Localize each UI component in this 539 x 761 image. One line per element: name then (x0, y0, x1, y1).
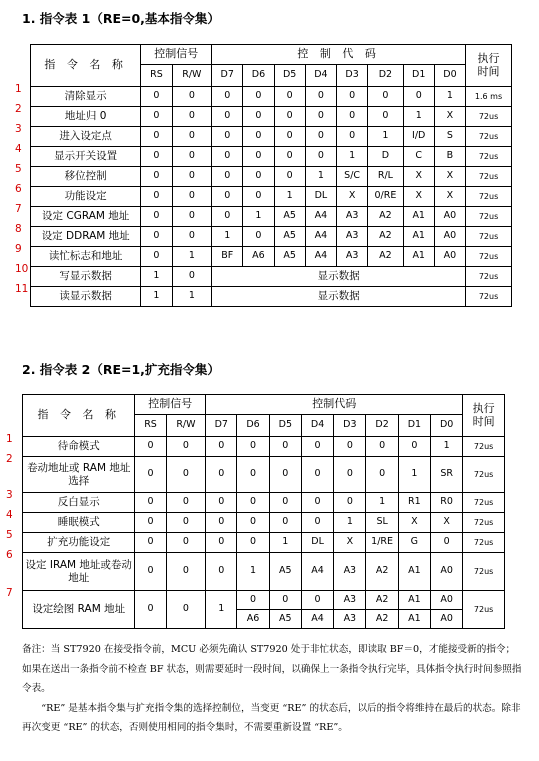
table-row (23, 591, 505, 610)
bit-d0: A0 (434, 227, 465, 247)
bit-d7: 0 (206, 437, 237, 457)
bit-d6: 0 (243, 87, 274, 107)
bit-d3: A3 (337, 207, 368, 227)
table-row (31, 227, 512, 247)
col-d4: D4 (301, 415, 333, 437)
bit-rs: 0 (141, 207, 172, 227)
bit-rs: 0 (135, 591, 166, 629)
col-d4: D4 (305, 65, 336, 87)
exec-time: 72us (463, 437, 505, 457)
bit-d4: 0 (305, 147, 336, 167)
table-row (31, 287, 512, 307)
bit-d1: X (398, 513, 430, 533)
bit-rw: 1 (172, 247, 212, 267)
bit-d3: A3 (334, 610, 366, 629)
bit-rw: 0 (166, 437, 206, 457)
bit-d6: 1 (243, 207, 274, 227)
bit-d0: B (434, 147, 465, 167)
bit-rw: 0 (172, 87, 212, 107)
bit-d1: A1 (403, 207, 434, 227)
bit-d5: 0 (274, 147, 305, 167)
bit-d0: R0 (431, 493, 463, 513)
bit-rw: 0 (172, 167, 212, 187)
bit-d3: A3 (334, 553, 366, 591)
bit-d2: A2 (366, 553, 398, 591)
bit-d5: A5 (269, 610, 301, 629)
instruction-table-basic (30, 44, 512, 307)
col-rw: R/W (172, 65, 212, 87)
bit-d6: 0 (237, 457, 269, 493)
bit-rs: 1 (141, 287, 172, 307)
bit-d6: 0 (243, 167, 274, 187)
bit-rw: 0 (166, 493, 206, 513)
exec-time: 72us (463, 457, 505, 493)
col-d0: D0 (434, 65, 465, 87)
instruction-name: 反白显示 (23, 493, 135, 513)
bit-d0: A0 (434, 207, 465, 227)
header-exec: 执行 时间 (466, 45, 512, 87)
bit-rw: 0 (166, 457, 206, 493)
instruction-name: 设定 DDRAM 地址 (31, 227, 141, 247)
instruction-name: 清除显示 (31, 87, 141, 107)
bit-d0: 1 (431, 437, 463, 457)
table-row (23, 437, 505, 457)
bit-d0: SR (431, 457, 463, 493)
instruction-table-extended (22, 394, 505, 629)
bit-d3: 0 (337, 127, 368, 147)
bit-d3: A3 (334, 591, 366, 610)
bit-d5: A5 (274, 227, 305, 247)
data-span: 显示数据 (212, 267, 466, 287)
instruction-name: 写显示数据 (31, 267, 141, 287)
note-section (22, 640, 522, 738)
exec-time: 72us (466, 207, 512, 227)
bit-d2: 0/RE (368, 187, 403, 207)
table-row (31, 127, 512, 147)
bit-d3: 0 (334, 437, 366, 457)
bit-d5: 0 (269, 457, 301, 493)
row-number: 4 (6, 508, 13, 521)
bit-rw: 0 (172, 147, 212, 167)
instruction-name: 显示开关设置 (31, 147, 141, 167)
bit-rw: 0 (172, 127, 212, 147)
bit-rs: 0 (135, 533, 166, 553)
exec-time: 72us (466, 287, 512, 307)
bit-d7: 0 (206, 533, 237, 553)
bit-d4: 0 (305, 127, 336, 147)
bit-d7: 1 (212, 227, 243, 247)
bit-d6: 0 (237, 437, 269, 457)
bit-d2: 0 (366, 437, 398, 457)
exec-time: 72us (463, 553, 505, 591)
row-number: 1 (6, 432, 13, 445)
row-number: 5 (6, 528, 13, 541)
bit-d7: 0 (206, 553, 237, 591)
bit-d4: DL (305, 187, 336, 207)
exec-time: 72us (463, 493, 505, 513)
bit-d3: 0 (337, 87, 368, 107)
table-row (23, 553, 505, 591)
bit-d5: 0 (274, 107, 305, 127)
bit-rw: 0 (166, 591, 206, 629)
col-d6: D6 (237, 415, 269, 437)
bit-d2: R/L (368, 167, 403, 187)
bit-rw: 0 (172, 187, 212, 207)
bit-d3: A3 (337, 247, 368, 267)
bit-d0: X (434, 167, 465, 187)
bit-d5: A5 (274, 247, 305, 267)
header-exec: 执行 时间 (463, 395, 505, 437)
bit-d3: 0 (337, 107, 368, 127)
instruction-name: 移位控制 (31, 167, 141, 187)
bit-rw: 0 (166, 513, 206, 533)
row-number: 11 (15, 282, 29, 295)
bit-d2: A2 (368, 247, 403, 267)
col-d5: D5 (274, 65, 305, 87)
bit-d7: 0 (206, 493, 237, 513)
bit-d7: 0 (212, 127, 243, 147)
instruction-name: 读显示数据 (31, 287, 141, 307)
exec-time: 72us (466, 267, 512, 287)
row-number: 6 (6, 548, 13, 561)
bit-d7: 0 (212, 187, 243, 207)
data-span: 显示数据 (212, 287, 466, 307)
table-row (31, 167, 512, 187)
bit-rw: 0 (172, 227, 212, 247)
bit-d3: 0 (334, 457, 366, 493)
note-paragraph-2: “RE” 是基本指令集与扩充指令集的选择控制位，当变更 “RE” 的状态后，以后的指令将维持在最后的状态。除非再次变更 “RE” 的状态，否则使用相同的指令集时，不需要重新设置 “RE”。 (22, 702, 521, 733)
row-number: 5 (15, 162, 22, 175)
bit-d5: A5 (269, 553, 301, 591)
table-row (23, 493, 505, 513)
bit-d2: 0 (368, 107, 403, 127)
bit-d1: A1 (398, 591, 430, 610)
bit-d3: 0 (334, 493, 366, 513)
bit-d3: X (334, 533, 366, 553)
bit-d5: 0 (269, 493, 301, 513)
bit-rs: 0 (135, 493, 166, 513)
exec-time: 72us (463, 533, 505, 553)
instruction-name: 进入设定点 (31, 127, 141, 147)
bit-d6: 0 (237, 493, 269, 513)
bit-d7: 0 (212, 87, 243, 107)
bit-d6: A6 (243, 247, 274, 267)
col-rs: RS (135, 415, 166, 437)
exec-time: 72us (466, 227, 512, 247)
row-number: 3 (15, 122, 22, 135)
bit-d1: 1 (403, 107, 434, 127)
bit-d7: 0 (206, 513, 237, 533)
bit-d7: 0 (212, 167, 243, 187)
bit-d2: 1/RE (366, 533, 398, 553)
col-rw: R/W (166, 415, 206, 437)
bit-d6: 0 (243, 147, 274, 167)
exec-time: 72us (463, 591, 505, 629)
bit-d7: 1 (206, 591, 237, 629)
bit-rs: 0 (141, 147, 172, 167)
instruction-name: 设定绘图 RAM 地址 (23, 591, 135, 629)
bit-d0: 1 (434, 87, 465, 107)
bit-d1: A1 (403, 247, 434, 267)
col-d2: D2 (366, 415, 398, 437)
bit-d2: A2 (366, 591, 398, 610)
bit-d0: X (431, 513, 463, 533)
instruction-name: 设定 IRAM 地址或卷动地址 (23, 553, 135, 591)
bit-d4: 0 (301, 513, 333, 533)
bit-d5: 0 (269, 437, 301, 457)
bit-d7: 0 (212, 147, 243, 167)
exec-time: 72us (466, 147, 512, 167)
col-d7: D7 (212, 65, 243, 87)
row-number: 2 (15, 102, 22, 115)
header-ctrl: 控制信号 (141, 45, 212, 65)
bit-d6: 0 (237, 533, 269, 553)
bit-d1: 1 (398, 457, 430, 493)
col-d3: D3 (334, 415, 366, 437)
bit-d2: D (368, 147, 403, 167)
bit-d5: 0 (269, 513, 301, 533)
table-row (31, 87, 512, 107)
row-number: 7 (6, 586, 13, 599)
bit-d0: X (434, 107, 465, 127)
bit-d2: A2 (368, 207, 403, 227)
bit-rs: 0 (141, 187, 172, 207)
bit-d3: A3 (337, 227, 368, 247)
bit-rs: 0 (141, 107, 172, 127)
bit-d3: S/C (337, 167, 368, 187)
row-number: 4 (15, 142, 22, 155)
bit-rs: 0 (141, 87, 172, 107)
bit-d6: 0 (243, 107, 274, 127)
row-number: 8 (15, 222, 22, 235)
table2-title: 2. 指令表 2（RE=1,扩充指令集） (22, 362, 220, 377)
row-number: 1 (15, 82, 22, 95)
bit-rs: 0 (141, 227, 172, 247)
note-paragraph-1: 备注：当 ST7920 在接受指令前，MCU 必须先确认 ST7920 处于非忙状态，即读取 BF＝0，才能接受新的指令；如果在送出一条指令前不检查 BF 状态，则需要延时一段时间，以确保上一条指令执行完毕，具体指令执行时间参照指令表。 (22, 644, 522, 694)
instruction-name: 读忙标志和地址 (31, 247, 141, 267)
bit-d4: 0 (301, 437, 333, 457)
table-row (31, 187, 512, 207)
bit-rs: 0 (141, 167, 172, 187)
header-name: 指 令 名 称 (31, 45, 141, 87)
col-d0: D0 (431, 415, 463, 437)
instruction-name: 待命模式 (23, 437, 135, 457)
bit-d2: 0 (368, 87, 403, 107)
bit-rs: 0 (135, 553, 166, 591)
bit-rw: 0 (166, 533, 206, 553)
row-number: 10 (15, 262, 29, 275)
exec-time: 72us (466, 187, 512, 207)
table-row (31, 107, 512, 127)
bit-d4: 1 (305, 167, 336, 187)
bit-rw: 0 (166, 553, 206, 591)
row-number: 2 (6, 452, 13, 465)
bit-d0: S (434, 127, 465, 147)
bit-rs: 0 (135, 513, 166, 533)
bit-rw: 0 (172, 267, 212, 287)
bit-d3: 1 (334, 513, 366, 533)
bit-d6: 0 (243, 187, 274, 207)
table-row (31, 147, 512, 167)
bit-d2: 1 (366, 493, 398, 513)
table-row (23, 457, 505, 493)
bit-rs: 0 (135, 457, 166, 493)
bit-d6: 0 (243, 127, 274, 147)
exec-time: 72us (466, 107, 512, 127)
bit-d5: 1 (274, 187, 305, 207)
exec-time: 72us (466, 167, 512, 187)
bit-rs: 0 (141, 127, 172, 147)
bit-d4: A4 (301, 610, 333, 629)
bit-d5: 0 (274, 167, 305, 187)
bit-d2: 1 (368, 127, 403, 147)
bit-d2: 0 (366, 457, 398, 493)
bit-rs: 1 (141, 267, 172, 287)
instruction-name: 功能设定 (31, 187, 141, 207)
bit-d1: A1 (403, 227, 434, 247)
bit-d7: BF (212, 247, 243, 267)
row-number: 9 (15, 242, 22, 255)
bit-d3: 1 (337, 147, 368, 167)
bit-rw: 0 (172, 207, 212, 227)
bit-d2: A2 (368, 227, 403, 247)
instruction-name: 地址归 0 (31, 107, 141, 127)
bit-d0: X (434, 187, 465, 207)
bit-d3: X (337, 187, 368, 207)
header-name: 指 令 名 称 (23, 395, 135, 437)
bit-rw: 1 (172, 287, 212, 307)
bit-d5: 0 (274, 87, 305, 107)
bit-d6: 0 (237, 591, 269, 610)
bit-d7: 0 (212, 107, 243, 127)
row-number: 7 (15, 202, 22, 215)
bit-d4: DL (301, 533, 333, 553)
bit-d1: A1 (398, 553, 430, 591)
bit-d7: 0 (206, 457, 237, 493)
bit-d4: A4 (305, 207, 336, 227)
bit-d4: A4 (301, 553, 333, 591)
table-row (31, 267, 512, 287)
bit-d7: 0 (212, 207, 243, 227)
bit-d5: 1 (269, 533, 301, 553)
bit-d4: 0 (301, 493, 333, 513)
bit-rs: 0 (141, 247, 172, 267)
bit-d4: 0 (301, 591, 333, 610)
col-rs: RS (141, 65, 172, 87)
table1-title: 1. 指令表 1（RE=0,基本指令集） (22, 11, 220, 26)
col-d6: D6 (243, 65, 274, 87)
bit-d5: A5 (274, 207, 305, 227)
col-d5: D5 (269, 415, 301, 437)
bit-d5: 0 (274, 127, 305, 147)
bit-d4: A4 (305, 227, 336, 247)
bit-rs: 0 (135, 437, 166, 457)
bit-d1: 0 (403, 87, 434, 107)
exec-time: 72us (463, 513, 505, 533)
bit-d0: A0 (431, 553, 463, 591)
col-d2: D2 (368, 65, 403, 87)
bit-d0: A0 (431, 610, 463, 629)
row-number: 3 (6, 488, 13, 501)
bit-d0: A0 (434, 247, 465, 267)
bit-d2: A2 (366, 610, 398, 629)
exec-time: 1.6 ms (466, 87, 512, 107)
bit-d0: A0 (431, 591, 463, 610)
bit-d4: 0 (305, 107, 336, 127)
bit-d1: X (403, 167, 434, 187)
bit-d6: A6 (237, 610, 269, 629)
header-code: 控 制 代 码 (212, 45, 466, 65)
bit-d5: 0 (269, 591, 301, 610)
bit-d1: A1 (398, 610, 430, 629)
bit-rw: 0 (172, 107, 212, 127)
bit-d6: 0 (237, 513, 269, 533)
bit-d1: C (403, 147, 434, 167)
instruction-name: 设定 CGRAM 地址 (31, 207, 141, 227)
col-d1: D1 (403, 65, 434, 87)
bit-d4: 0 (301, 457, 333, 493)
bit-d4: A4 (305, 247, 336, 267)
header-code: 控制代码 (206, 395, 463, 415)
exec-time: 72us (466, 247, 512, 267)
table-row (23, 513, 505, 533)
table-row (23, 533, 505, 553)
bit-d1: G (398, 533, 430, 553)
col-d3: D3 (337, 65, 368, 87)
row-number: 6 (15, 182, 22, 195)
instruction-name: 扩充功能设定 (23, 533, 135, 553)
exec-time: 72us (466, 127, 512, 147)
bit-d6: 1 (237, 553, 269, 591)
col-d7: D7 (206, 415, 237, 437)
header-ctrl: 控制信号 (135, 395, 206, 415)
bit-d6: 0 (243, 227, 274, 247)
bit-d0: 0 (431, 533, 463, 553)
bit-d2: SL (366, 513, 398, 533)
instruction-name: 睡眠模式 (23, 513, 135, 533)
col-d1: D1 (398, 415, 430, 437)
bit-d1: I/D (403, 127, 434, 147)
bit-d1: R1 (398, 493, 430, 513)
table-row (31, 207, 512, 227)
bit-d1: 0 (398, 437, 430, 457)
bit-d1: X (403, 187, 434, 207)
instruction-name: 卷动地址或 RAM 地址选择 (23, 457, 135, 493)
table-row (31, 247, 512, 267)
bit-d4: 0 (305, 87, 336, 107)
